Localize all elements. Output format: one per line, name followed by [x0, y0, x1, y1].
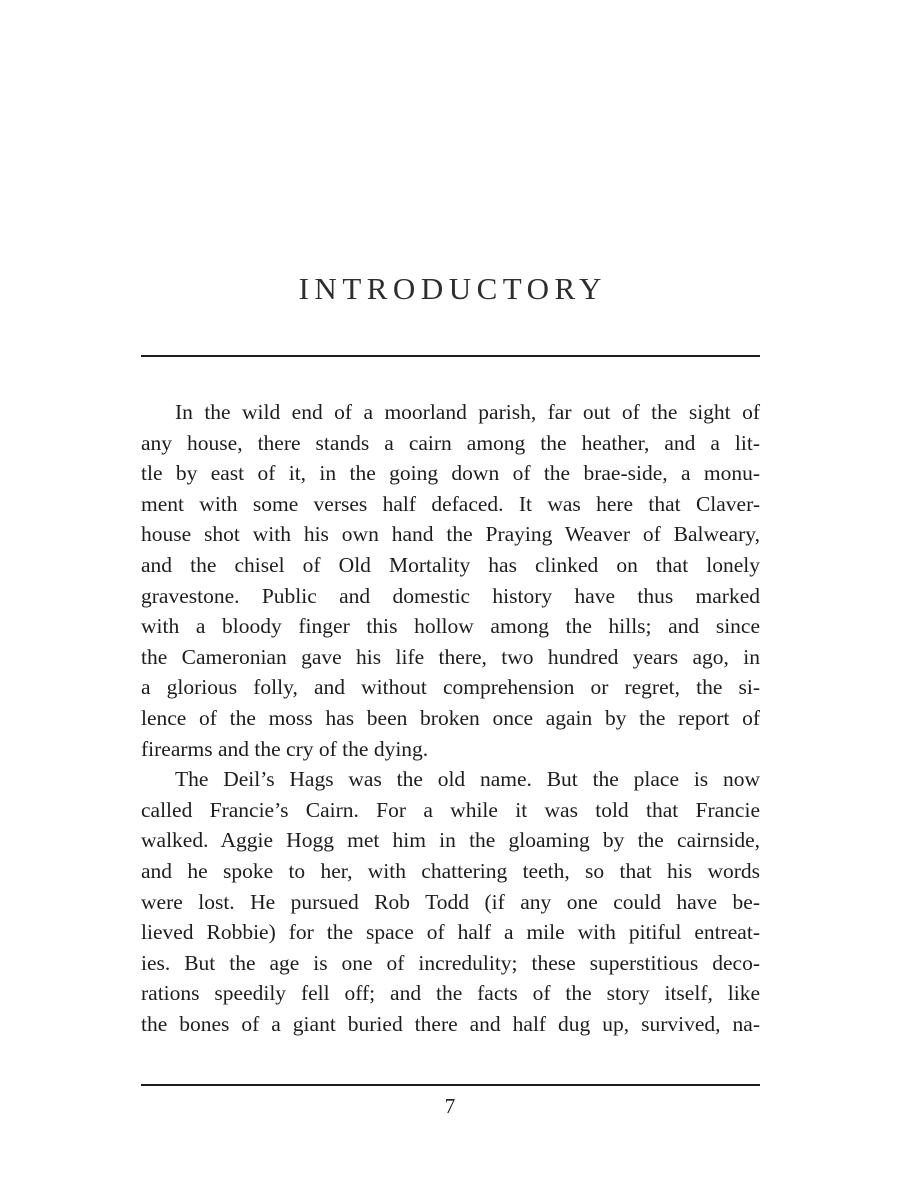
text-line: and he spoke to her, with chattering teeth, so that his words	[141, 858, 760, 883]
paragraph	[141, 764, 760, 1039]
text-line: rations speedily fell off; and the facts of the story itself, like	[141, 981, 760, 1006]
text-line: ies. But the age is one of incredulity; these superstitious deco-	[141, 950, 760, 975]
text-line: with a bloody finger this hollow among the hills; and since	[141, 614, 760, 639]
text-line: walked. Aggie Hogg met him in the gloaming by the cairnside,	[141, 828, 760, 853]
text-line: any house, there stands a cairn among the heather, and a lit-	[141, 430, 760, 455]
text-line: a glorious folly, and without comprehension or regret, the si-	[141, 675, 760, 700]
body-text	[141, 397, 760, 1039]
text-line: lence of the moss has been broken once again by the report of	[141, 705, 760, 730]
footer-rule	[141, 1084, 760, 1086]
text-line: ment with some verses half defaced. It was here that Claver-	[141, 491, 760, 516]
page-number: 7	[444, 1094, 456, 1118]
text-line: tle by east of it, in the going down of the brae-side, a monu-	[141, 461, 760, 486]
text-line: were lost. He pursued Rob Todd (if any one could have be-	[141, 889, 760, 914]
text-line: gravestone. Public and domestic history have thus marked	[141, 583, 760, 608]
chapter-title: INTRODUCTORY	[298, 271, 607, 306]
paragraph	[141, 397, 760, 764]
text-line: the bones of a giant buried there and half dug up, survived, na-	[141, 1011, 760, 1036]
text-line: and the chisel of Old Mortality has clinked on that lonely	[141, 552, 760, 577]
text-line: called Francie’s Cairn. For a while it was told that Francie	[141, 797, 760, 822]
title-rule	[141, 355, 760, 357]
text-line: firearms and the cry of the dying.	[141, 736, 429, 761]
text-line: In the wild end of a moorland parish, far out of the sight of	[175, 400, 760, 424]
text-line: the Cameronian gave his life there, two hundred years ago, in	[141, 644, 760, 669]
text-line: house shot with his own hand the Praying Weaver of Balweary,	[141, 522, 760, 547]
text-line: The Deil’s Hags was the old name. But the place is now	[175, 767, 760, 792]
text-line: lieved Robbie) for the space of half a mile with pitiful entreat-	[141, 920, 760, 945]
